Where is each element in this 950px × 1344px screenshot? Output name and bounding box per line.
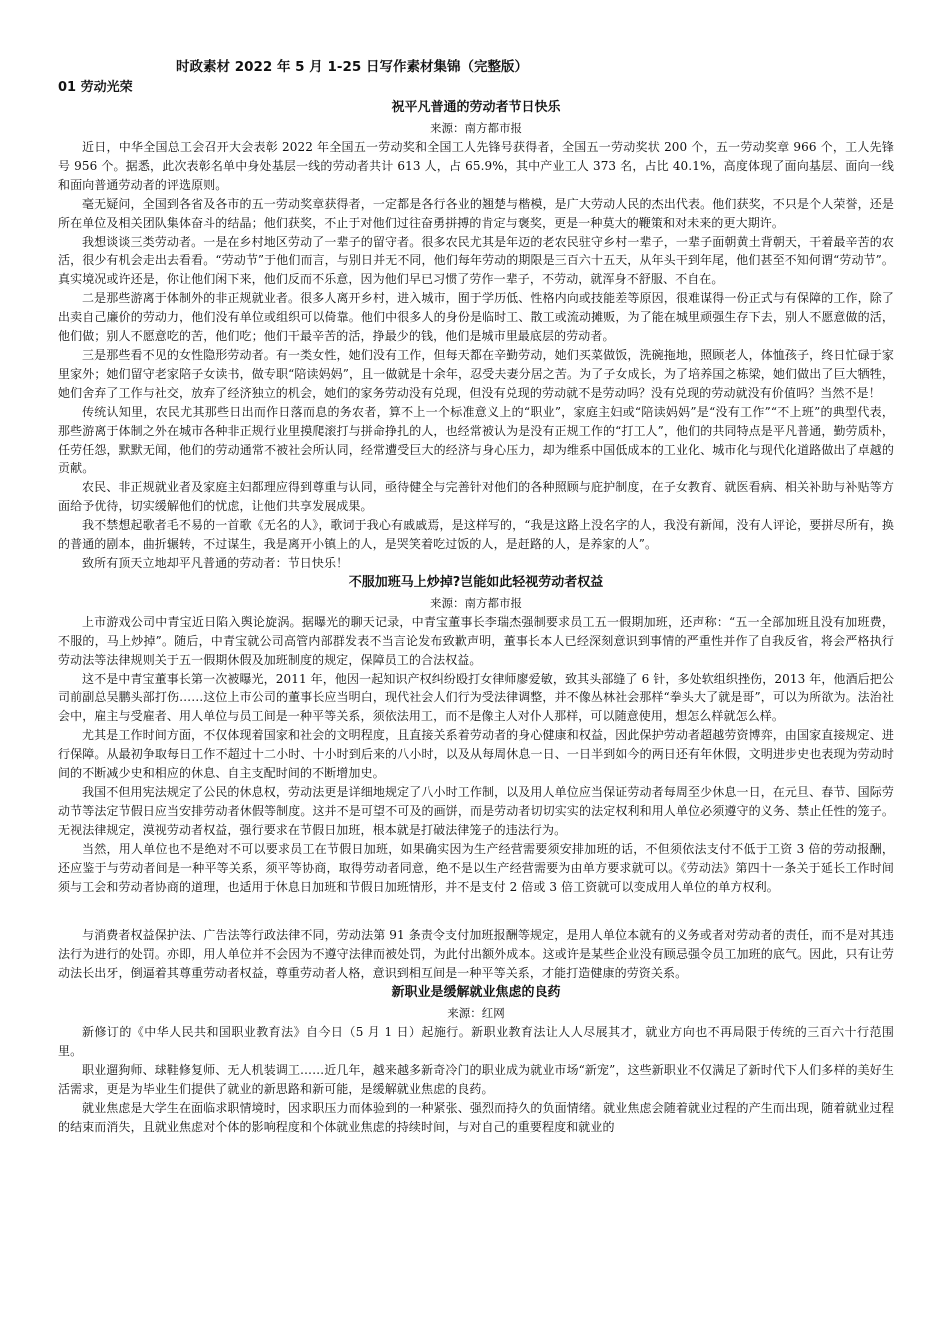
- paragraph: 二是那些游离于体制外的非正规就业者。很多人离开乡村，进入城市，囿于学历低、性格内向或技能差等原因，很难谋得一份正式与有保障的工作，除了出卖自己廉价的劳动力，他们没有单位或组织可以倚靠。他们中很多人的身份是临时工、散工或流动摊贩，为了能在城里顽强生存下去，别人不愿意做的活，他们做；别人不愿意吃的苦，他们吃；他们干最辛苦的活，挣最少的钱，他们是城市里最底层的劳动者。: [58, 291, 894, 344]
- paragraph: 职业遛狗师、球鞋修复师、无人机装调工……近几年，越来越多新奇冷门的职业成为就业市场“新宠”，这些新职业不仅满足了新时代下人们多样的美好生活需求，更是为毕业生们提供了就业的新思路和新可能，是缓解就业焦虑的良药。: [58, 1062, 894, 1096]
- paragraph: 当然，用人单位也不是绝对不可以要求员工在节假日加班，如果确实因为生产经营需要须安排加班的话，不但须依法支付不低于工资 3 倍的劳动报酬，还应鉴于与劳动者间是一种平等关系，须平等协商，取得劳动者同意，绝不是以生产经营需要为由单方要求就可以。《劳动法》第四十一条关于延长工作时间须与工会和劳动者协商的道理，也适用于休息日加班和节假日加班情形，并不是支付 2 倍或 3 倍工资就可以变成用人单位的单方权利。: [58, 841, 894, 894]
- document-page: [58, 56, 894, 1137]
- article-source: 来源：南方都市报: [430, 595, 522, 610]
- article-title: 新职业是缓解就业焦虑的良药: [391, 985, 561, 1001]
- article-title: 祝平凡普通的劳动者节日快乐: [391, 100, 561, 115]
- section-heading: 01 劳动光荣: [58, 80, 133, 95]
- paragraph: 我国不但用宪法规定了公民的休息权，劳动法更是详细地规定了八小时工作制，以及用人单位应当保证劳动者每周至少休息一日，在元旦、春节、国际劳动节等法定节假日应当安排劳动者休假等制度。这并不是可望不可及的画饼，而是劳动者切切实实的法定权利和用人单位必须遵守的义务、禁止任性的笼子。无视法律规定，漠视劳动者权益，强行要求在节假日加班，根本就是打破法律笼子的违法行为。: [58, 785, 894, 837]
- article-2: [58, 573, 894, 983]
- paragraph: 这不是中青宝董事长第一次被曝光，2011 年，他因一起知识产权纠纷殴打女律师廖爱敏，致其头部缝了 6 针，多处软组织挫伤，2013 年，他酒后把公司前副总吴鹏头部打伤……这位上市公司的董事长应当明白，现代社会人们行为受法律调整，并不像丛林社会那样“拳头大了就是哥”，可以为所欲为。法治社会中，雇主与受雇者、用人单位与员工间是一种平等关系，须依法用工，而不是像主人对仆人那样，可以随意使用，想怎么样就怎么样。: [58, 671, 894, 724]
- paragraph: 尤其是工作时间方面，不仅体现着国家和社会的文明程度，且直接关系着劳动者的身心健康和权益，因此保护劳动者超越劳资博弈，由国家直接规定、进行保障。从最初争取每日工作不超过十二小时、十小时到后来的八小时，以及从每周休息一日、一日半到如今的两日还有年休假，文明进步史也表现为劳动时间的不断减少史和相应的休息、自主支配时间的不断增加史。: [58, 728, 894, 781]
- article-3: [58, 983, 894, 1136]
- paragraph: 我想谈谈三类劳动者。一是在乡村地区劳动了一辈子的留守者。很多农民尤其是年迈的老农民驻守乡村一辈子，一辈子面朝黄土背朝天，干着最辛苦的农活，很少有机会走出去看看。“劳动节”于他们而言，与别日并无不同，他们每年劳动的期限是三百六十五天，从年头干到年尾，他们甚至不知何谓“劳动节”。真实境况或许还是，你让他们闲下来，他们反而不乐意，因为他们早已习惯了劳作一辈子，不劳动，就浑身不舒服、不自在。: [58, 234, 894, 287]
- paragraph: 近日，中华全国总工会召开大会表彰 2022 年全国五一劳动奖和全国工人先锋号获得者，全国五一劳动奖状 200 个，五一劳动奖章 966 个，工人先锋号 956 个。据悉，此次表彰名单中身处基层一线的劳动者共计 613 人，占 65.9%，其中产业工人 373 名，占比 40.1%，高度体现了面向基层、面向一线和面向普通劳动者的评选原则。: [58, 140, 894, 192]
- article-source: 来源：红网: [447, 1006, 505, 1021]
- article-title: 不服加班马上炒掉?岂能如此轻视劳动者权益: [348, 574, 604, 590]
- paragraph: 致所有顶天立地却平凡普通的劳动者：节日快乐！: [82, 555, 349, 570]
- blank-gap: [58, 896, 894, 926]
- paragraph: 与消费者权益保护法、广告法等行政法律不同，劳动法第 91 条责令支付加班报酬等规定，是用人单位本就有的义务或者对劳动者的责任，而不是对其违法行为进行的处罚。亦即，用人单位并不会因为不遵守法律而被处罚，为此付出额外成本。这或许是某些企业没有顾忌强令员工加班的底气。因此，只有让劳动法长出牙，倒逼着其尊重劳动者权益，尊重劳动者人格，意识到相互间是一种平等关系，才能打造健康的劳资关系。: [58, 928, 894, 981]
- article-1: [58, 98, 894, 573]
- paragraph: 就业焦虑是大学生在面临求职情境时，因求职压力而体验到的一种紧张、强烈而持久的负面情绪。就业焦虑会随着就业过程的产生而出现，随着就业过程的结束而消失，且就业焦虑对个体的影响程度和个体就业焦虑的持续时间，与对自己的重要程度和就业的: [58, 1100, 894, 1134]
- paragraph: 农民、非正规就业者及家庭主妇都理应得到尊重与认同，亟待健全与完善针对他们的各种照顾与庇护制度，在子女教育、就医看病、相关补助与补贴等方面给予优待，切实缓解他们的忧虑，让他们共享发展成果。: [58, 480, 894, 514]
- paragraph: 毫无疑问，全国到各省及各市的五一劳动奖章获得者，一定都是各行各业的翘楚与楷模，是广大劳动人民的杰出代表。他们获奖，不只是个人荣誉，还是所在单位及相关团队集体奋斗的结晶；他们获奖，不止于对他们过往奋勇拼搏的肯定与褒奖，更是一种莫大的鞭策和对未来的更大期许。: [58, 196, 894, 230]
- paragraph: 新修订的《中华人民共和国职业教育法》自今日（5 月 1 日）起施行。新职业教育法让人人尽展其才，就业方向也不再局限于传统的三百六十行范围里。: [58, 1025, 894, 1059]
- document-title: 时政素材 2022 年 5 月 1-25 日写作素材集锦（完整版）: [176, 59, 528, 75]
- paragraph: 我不禁想起歌者毛不易的一首歌《无名的人》，歌词于我心有戚戚焉，是这样写的，“我是这路上没名字的人，我没有新闻，没有人评论，要拼尽所有，换的普通的剧本，曲折辗转，不过谋生，我是离开小镇上的人，是哭笑着吃过饭的人，是赶路的人，是养家的人”。: [58, 518, 894, 552]
- paragraph: 上市游戏公司中青宝近日陷入舆论旋涡。据曝光的聊天记录，中青宝董事长李瑞杰强制要求员工五一假期加班，还声称：“五一全部加班且没有加班费，不服的，马上炒掉”。随后，中青宝就公司高管内部群发表不当言论发布致歉声明，董事长本人已经深刻意识到事情的严重性并作了自我反省，将会严格执行劳动法等法律规则关于五一假期休假及加班制度的规定，保障员工的合法权益。: [58, 614, 894, 667]
- paragraph: 传统认知里，农民尤其那些日出而作日落而息的务农者，算不上一个标准意义上的“职业”，家庭主妇或“陪读妈妈”是“没有工作”“不上班”的典型代表，那些游离于体制之外在城市各种非正规行业里摸爬滚打与拼命挣扎的人，也经常被认为是没有正规工作的“打工人”，他们的共同特点是平凡普通，勤劳质朴，任劳任怨，默默无闻，他们的劳动通常不被社会所认同，经常遭受巨大的经济与身心压力，却为维系中国低成本的工业化、城市化与现代化道路做出了卓越的贡献。: [58, 404, 894, 476]
- paragraph: 三是那些看不见的女性隐形劳动者。有一类女性，她们没有工作，但每天都在辛勤劳动，她们买菜做饭，洗碗拖地，照顾老人，体恤孩子，终日忙碌于家里家外；她们留守老家陪子女读书，做专职“陪读妈妈”，且一做就是十余年，忍受夫妻分居之苦。为了子女成长，为了培养国之栋梁，她们做出了巨大牺牲，她们舍弃了工作与社交，放弃了经济独立的机会，她们的家务劳动没有兑现，但没有兑现的劳动就不是劳动吗？没有兑现的劳动就没有价值吗？当然不是！: [58, 347, 894, 400]
- article-source: 来源：南方都市报: [430, 121, 522, 135]
